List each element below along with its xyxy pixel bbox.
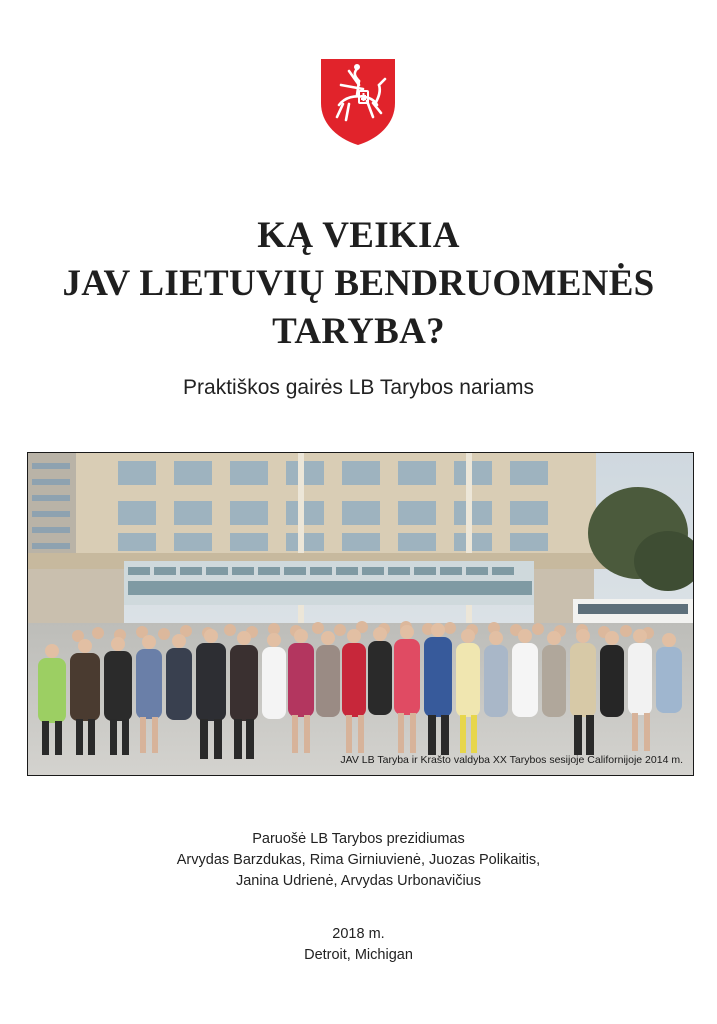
credits-authors-1: Arvydas Barzdukas, Rima Girniuvienė, Juozas Polikaitis, xyxy=(176,852,541,868)
shield-icon xyxy=(319,57,397,147)
title-line-1: KĄ VEIKIA xyxy=(257,215,460,256)
title-line-2: JAV LIETUVIŲ BENDRUOMENĖS xyxy=(62,263,655,304)
group-photo xyxy=(27,452,694,776)
document-subtitle: Praktiškos gairės LB Tarybos nariams xyxy=(183,376,534,399)
publication-info xyxy=(0,924,717,966)
title-line-3: TARYBA? xyxy=(272,311,445,352)
group-photo-illustration xyxy=(28,453,694,776)
credits-heading: Paruošė LB Tarybos prezidiumas xyxy=(252,831,465,847)
publication-place: Detroit, Michigan xyxy=(304,947,413,963)
document-title xyxy=(0,212,717,356)
credits-authors-2: Janina Udrienė, Arvydas Urbonavičius xyxy=(235,873,481,889)
credits xyxy=(0,829,717,892)
vytis-emblem xyxy=(319,57,397,147)
publication-year: 2018 m. xyxy=(332,926,385,942)
photo-caption: JAV LB Taryba ir Krašto valdyba XX Tarybos sesijoje Californijoje 2014 m. xyxy=(340,754,683,766)
